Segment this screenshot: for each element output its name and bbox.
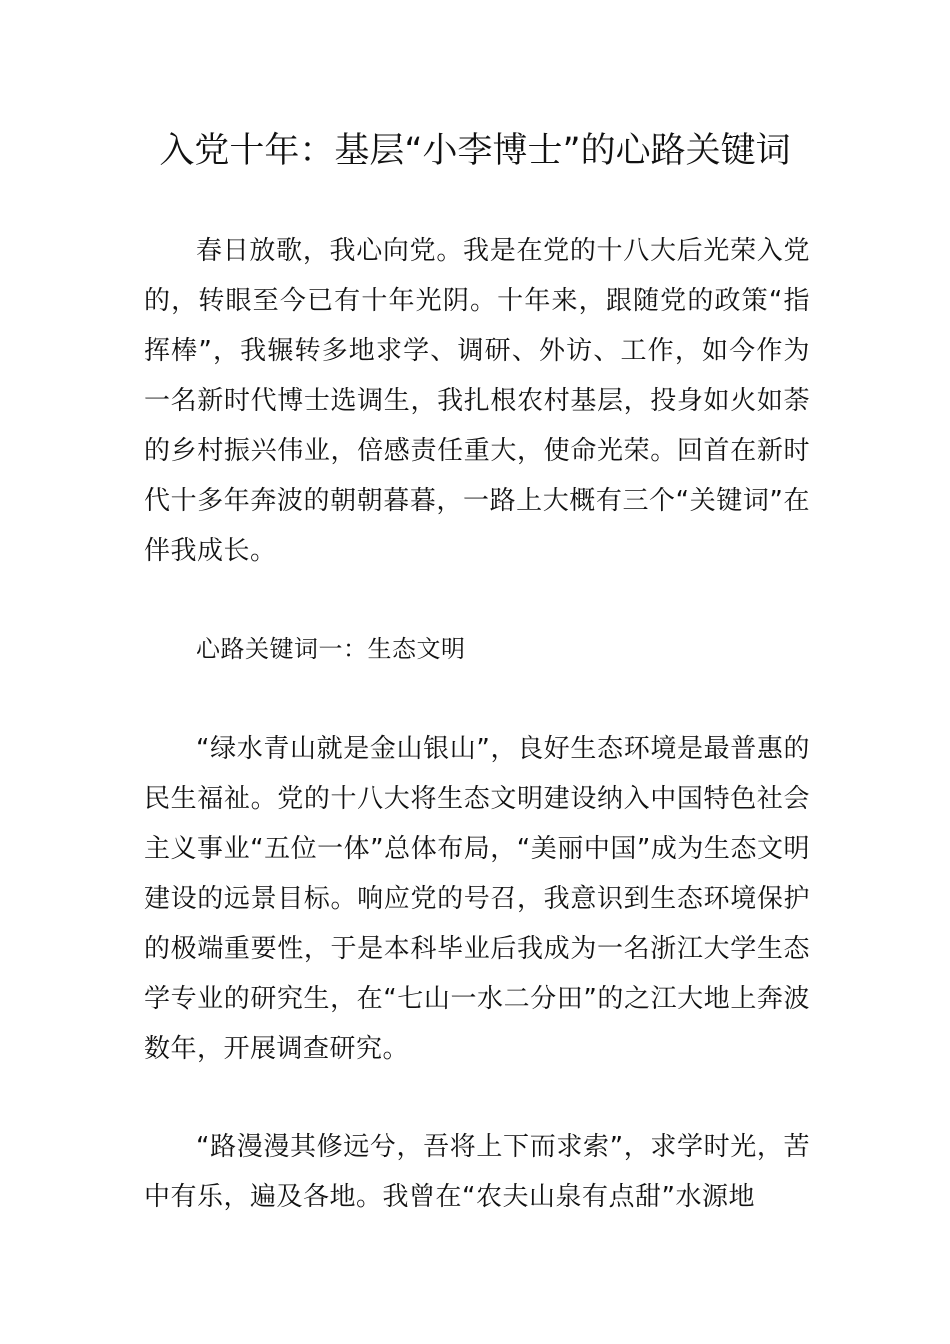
body-paragraph: “路漫漫其修远兮，吾将上下而求索”，求学时光，苦中有乐，遍及各地。我曾在“农夫山泉有点甜”水源地 — [144, 1132, 810, 1212]
section-heading: 心路关键词一：生态文明 — [196, 635, 466, 663]
document-title: 入党十年：基层“小李博士”的心路关键词 — [159, 131, 791, 171]
intro-paragraph: 春日放歌，我心向党。我是在党的十八大后光荣入党的，转眼至今已有十年光阴。十年来，跟随党的政策“指挥棒”，我辗转多地求学、调研、外访、工作，如今作为一名新时代博士选调生，我扎根农村基层，投身如火如荼的乡村振兴伟业，倍感责任重大，使命光荣。回首在新时代十多年奔波的朝朝暮暮，一路上大概有三个“关键词”在伴我成长。 — [144, 236, 810, 566]
body-paragraph: “绿水青山就是金山银山”，良好生态环境是最普惠的民生福祉。党的十八大将生态文明建设纳入中国特色社会主义事业“五位一体”总体布局，“美丽中国”成为生态文明建设的远景目标。响应党的号召，我意识到生态环境保护的极端重要性，于是本科毕业后我成为一名浙江大学生态学专业的研究生，在“七山一水二分田”的之江大地上奔波数年，开展调查研究。 — [144, 734, 810, 1064]
